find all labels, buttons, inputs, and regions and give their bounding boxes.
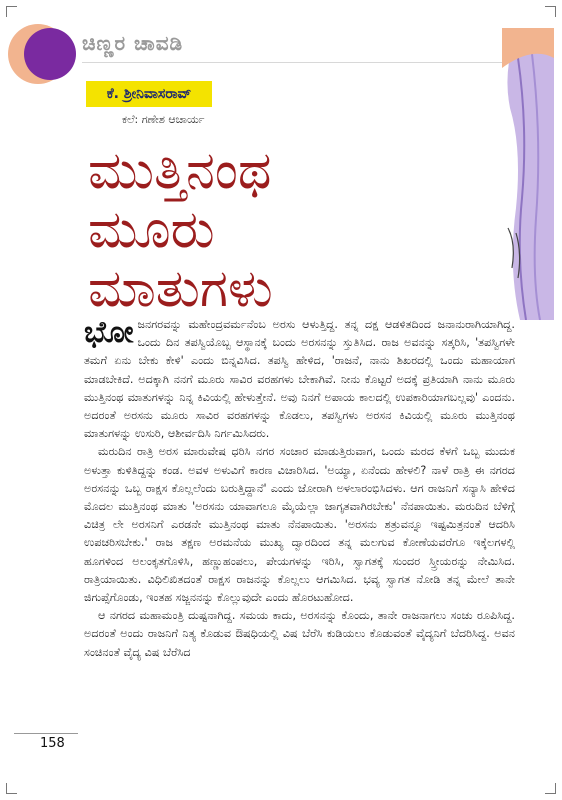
section-disc-purple [24, 28, 76, 80]
paragraph-1-text: ಜನಗರವನ್ನು ಮಹೇಂದ್ರವರ್ಮನೆಂಬ ಅರಸು ಆಳುತ್ತಿದ್ದ. ತನ್ನ ದಕ್ಷ ಆಡಳಿತದಿಂದ ಜನಾನುರಾಗಿಯಾಗಿದ್ದ. ಒಂದು ದಿನ ತಪಸ್ವಿಯೊಬ್ಬ ಆಸ್ಥಾನಕ್ಕೆ ಬಂದು ಅರಸನನ್ನು ಸ್ತುತಿಸಿದ. ರಾಜ ಅವನನ್ನು ಸತ್ಕರಿಸಿ, 'ತಪಸ್ವಿಗಳೇ ತಮಗೆ ಏನು ಬೇಕು ಕೇಳಿ' ಎಂದು ಬಿನ್ನವಿಸಿದ. ತಪಸ್ವಿ ಹೇಳಿದ, 'ರಾಜನೆ, ನಾನು ಶಿಖರದಲ್ಲಿ ಒಂದು ಮಹಾಯಾಗ ಮಾಡಬೇಕಿದೆ. ಅದಕ್ಕಾಗಿ ನನಗೆ ಮೂರು ಸಾವಿರ ವರಹಗಳು ಬೇಕಾಗಿವೆ. ನೀನು ಕೊಟ್ಟರೆ ಅದಕ್ಕೆ ಪ್ರತಿಯಾಗಿ ನಾನು ಮೂರು ಮುತ್ತಿನಂಥ ಮಾತುಗಳನ್ನು ನಿನ್ನ ಕಿವಿಯಲ್ಲಿ ಹೇಳುತ್ತೇನೆ. ಅವು ನಿನಗೆ ಅಪಾಯ ಕಾಲದಲ್ಲಿ ಉಪಕಾರಿಯಾಗಬಲ್ಲವು' ಎಂದನು. ಅದರಂತೆ ಅರಸನು ಮೂರು ಸಾವಿರ ವರಹಗಳನ್ನು ಕೊಡಲು, ತಪಸ್ವಿಗಳು ಅರಸನ ಕಿವಿಯಲ್ಲಿ ಮೂರು ಮುತ್ತಿನಂಥ ಮಾತುಗಳನ್ನು ಉಸುರಿ, ಆಶೀರ್ವದಿಸಿ ನಿರ್ಗಮಿಸಿದರು. [84, 318, 515, 441]
section-title-rule [82, 62, 512, 63]
page-number-rule [14, 733, 78, 734]
curtain-illustration [502, 28, 554, 320]
headline-line-1: ಮುತ್ತಿನಂಥ [88, 141, 272, 201]
crop-mark-bottom-left [6, 783, 17, 794]
crop-mark-top-right [545, 6, 556, 17]
paragraph-3: ಆ ನಗರದ ಮಹಾಮಂತ್ರಿ ದುಷ್ಟನಾಗಿದ್ದ. ಸಮಯ ಕಾದು, ಅರಸನನ್ನು ಕೊಂದು, ತಾನೇ ರಾಜನಾಗಲು ಸಂಚು ರೂಪಿಸಿದ್ದ. ಅದರಂತೆ ಅಂದು ರಾಜನಿಗೆ ನಿತ್ಯ ಕೊಡುವ ಔಷಧಿಯಲ್ಲಿ ವಿಷ ಬೆರೆಸಿ ಕುಡಿಯಲು ಕೊಡುವಂತೆ ವೈದ್ಯನಿಗೆ ಬೆದರಿಸಿದ್ದ. ಅವನ ಸಂಚಿನಂತೆ ವೈದ್ಯ ವಿಷ ಬೆರೆಸಿದ [84, 609, 515, 659]
page-number: 158 [40, 736, 65, 751]
crop-mark-bottom-right [545, 783, 556, 794]
section-title: ಚಿಣ್ಣರ ಚಾವಡಿ [82, 31, 184, 55]
drop-cap: ಭೋ [84, 315, 134, 350]
headline-line-3: ಮಾತುಗಳು [88, 259, 273, 319]
headline-line-2: ಮೂರು [88, 200, 215, 260]
paragraph-1 [84, 316, 515, 443]
article-body [84, 316, 515, 662]
author-label: ಕೆ. ಶ್ರೀನಿವಾಸರಾವ್ [86, 81, 212, 107]
artist-credit: ಕಲೆ: ಗಣೇಶ ಆಚಾರ್ಯ [122, 113, 205, 126]
paragraph-2: ಮರುದಿನ ರಾತ್ರಿ ಅರಸ ಮಾರುವೇಷ ಧರಿಸಿ ನಗರ ಸಂಚಾರ ಮಾಡುತ್ತಿರುವಾಗ, ಒಂದು ಮರದ ಕೆಳಗೆ ಒಬ್ಬ ಮುದುಕ ಅಳುತ್ತಾ ಕುಳಿತಿದ್ದನ್ನು ಕಂಡ. ಅವಳ ಅಳುವಿಗೆ ಕಾರಣ ವಿಚಾರಿಸಿದ. 'ಅಯ್ಯಾ, ಏನೆಂದು ಹೇಳಲಿ? ನಾಳೆ ರಾತ್ರಿ ಈ ನಗರದ ಅರಸನನ್ನು ಒಬ್ಬ ರಾಕ್ಷಸ ಕೊಲ್ಲಲೆಂದು ಬರುತ್ತಿದ್ದಾನೆ' ಎಂದು ಜೋರಾಗಿ ಅಳಲಾರಂಭಿಸಿದಳು. ಆಗ ರಾಜನಿಗೆ ಸನ್ಯಾಸಿ ಹೇಳಿದ ಮೊದಲ ಮುತ್ತಿನಂಥ ಮಾತು 'ಅರಸನು ಯಾವಾಗಲೂ ಮೈಯೆಲ್ಲಾ ಜಾಗೃತವಾಗಿರಬೇಕು' ನೆನಪಾಯಿತು. ಮರುದಿನ ಬೆಳಿಗ್ಗೆ ವಿಚಿತ್ರ ಲೇ ಅರಸನಿಗೆ ಎರಡನೇ ಮುತ್ತಿನಂಥ ಮಾತು ನೆನಪಾಯಿತು. 'ಅರಸನು ಶತ್ರುವನ್ನೂ ಇಷ್ಟಮಿತ್ರನಂತೆ ಆದರಿಸಿ ಉಪಚರಿಸಬೇಕು.' ರಾಜ ತಕ್ಷಣ ಅರಮನೆಯ ಮುಖ್ಯ ದ್ವಾರದಿಂದ ತನ್ನ ಮಲಗುವ ಕೋಣೆಯವರೆಗೂ ಇಕ್ಕೆಲಗಳಲ್ಲಿ ಹೂಗಳಿಂದ ಅಲಂಕೃತಗೊಳಿಸಿ, ಹಣ್ಣುಹಂಪಲು, ಪೇಯಗಳನ್ನು ಇರಿಸಿ, ಸ್ವಾಗತಕ್ಕೆ ಸುಂದರ ಸ್ತ್ರೀಯರನ್ನು ನೇಮಿಸಿದ. ರಾತ್ರಿಯಾಯಿತು. ವಿಧಿಲಿಖಿತದಂತೆ ರಾಕ್ಷಸ ರಾಜನನ್ನು ಕೊಲ್ಲಲು ಆಗಮಿಸಿದ. ಭವ್ಯ ಸ್ವಾಗತ ನೋಡಿ ತನ್ನ ಮೇಲೆ ತಾನೇ ಜಿಗುಪ್ಸೆಗೊಂಡು, ಇಂತಹ ಸಜ್ಜನನನ್ನು ಕೊಲ್ಲುವುದೇ ಎಂದು ಹೊರಟುಹೋದ. [84, 445, 515, 605]
crop-mark-top-left [6, 6, 17, 17]
